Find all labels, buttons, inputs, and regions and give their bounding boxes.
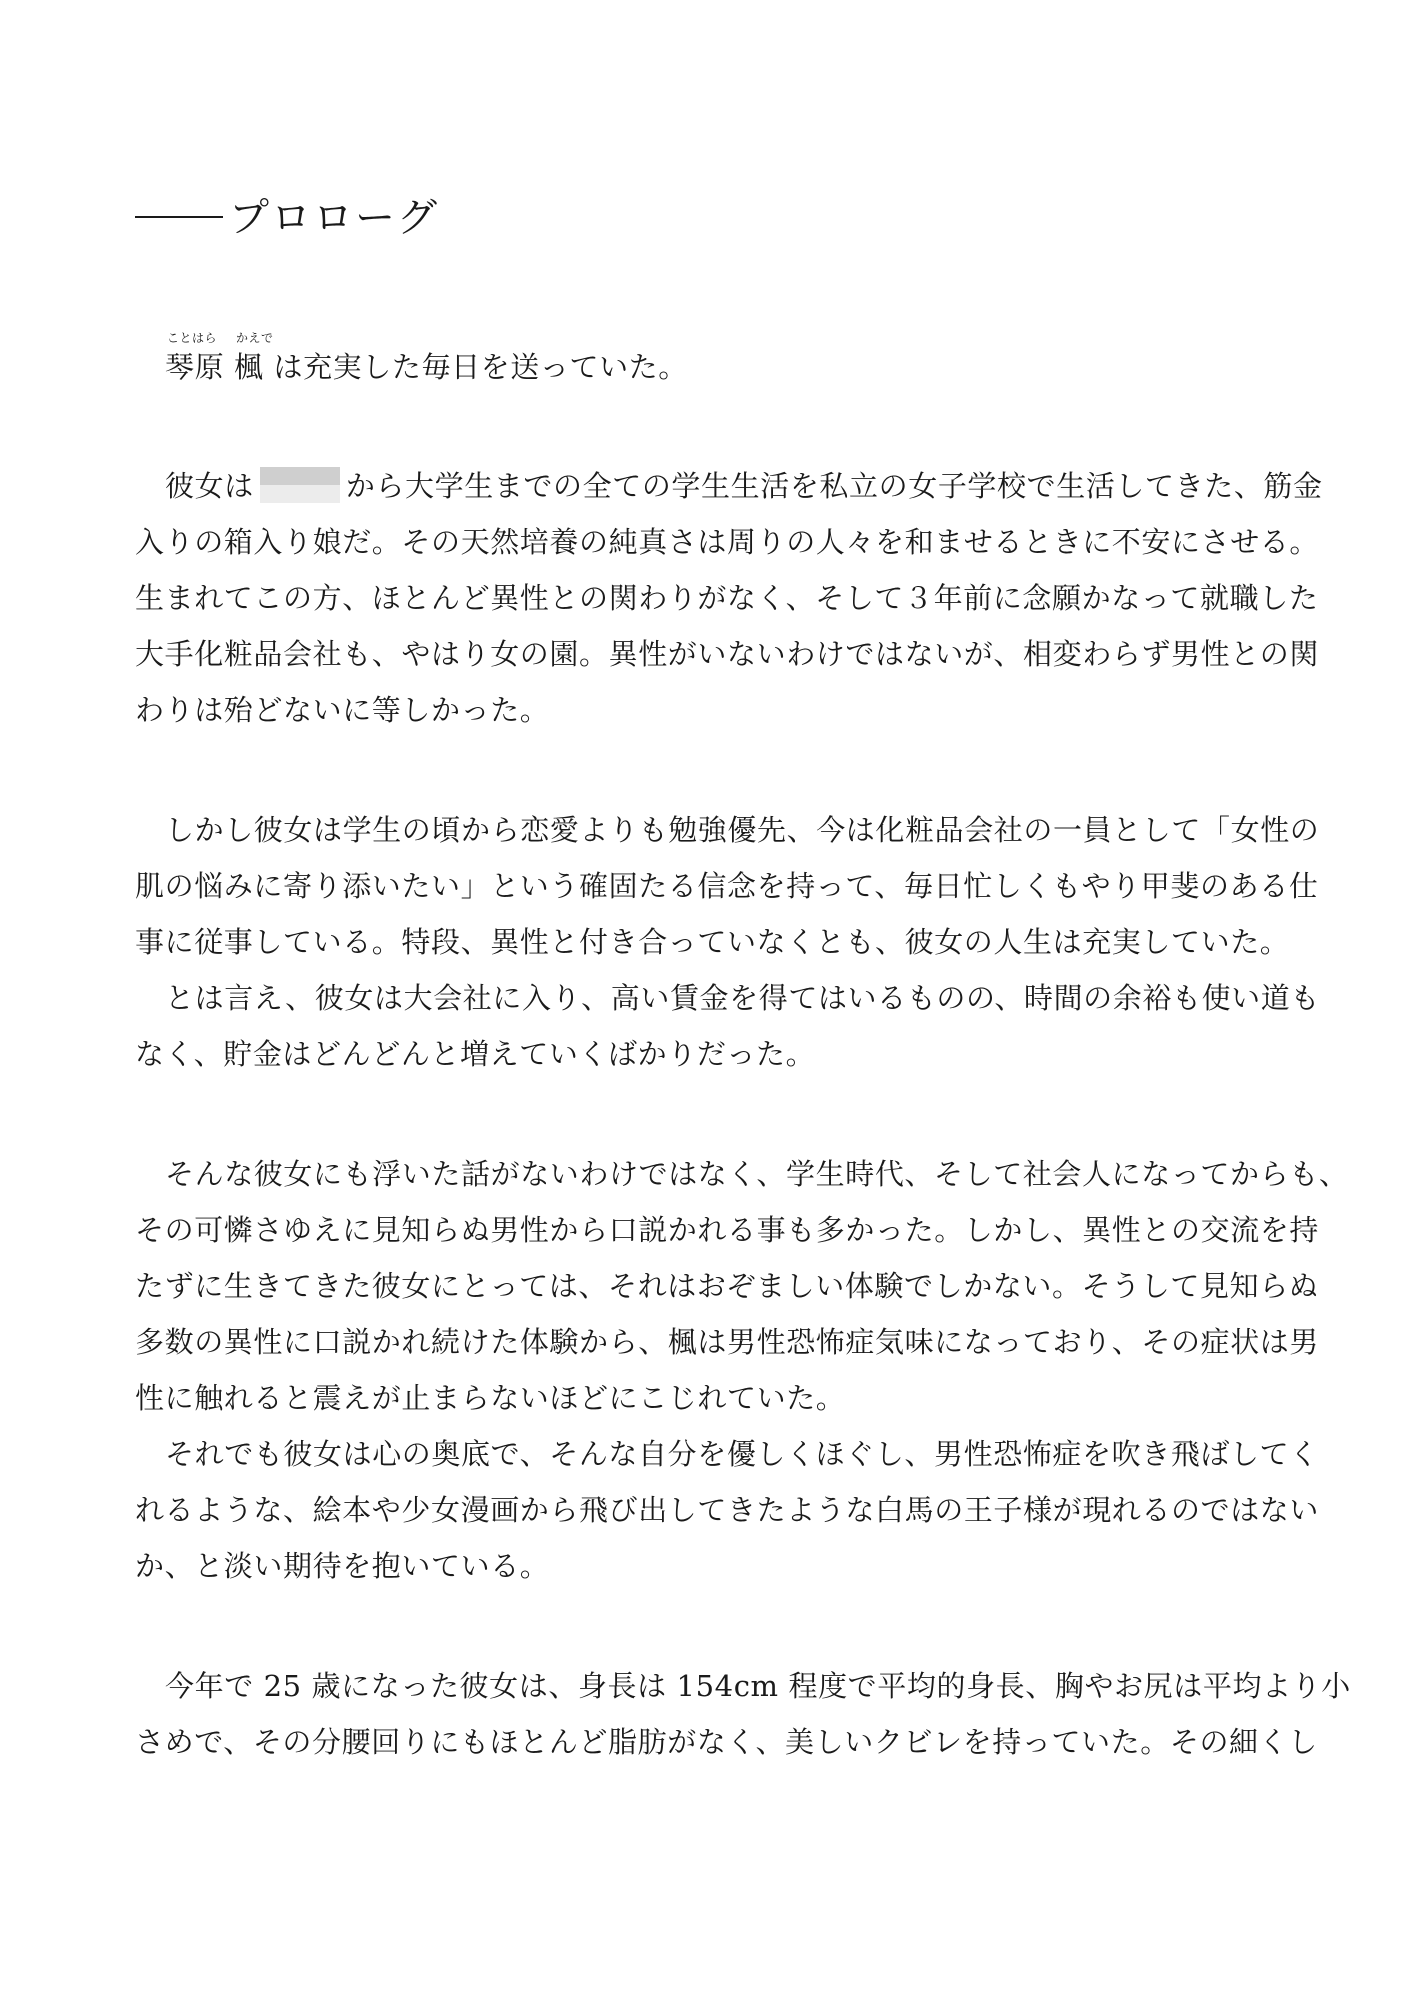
paragraph-line: か、と淡い期待を抱いている。: [135, 1549, 550, 1583]
paragraph-line: なく、貯金はどんどんと増えていくばかりだった。: [135, 1037, 816, 1071]
paragraph-line: それでも彼女は心の奥底で、そんな自分を優しくほぐし、男性恐怖症を吹き飛ばしてく: [165, 1437, 1319, 1471]
paragraph-line: 大手化粧品会社も、やはり女の園。異性がいないわけではないが、相変わらず男性との関: [135, 637, 1320, 671]
paragraph-line: しかし彼女は学生の頃から恋愛よりも勉強優先、今は化粧品会社の一員として「女性の: [165, 813, 1320, 847]
title-dash: [135, 216, 223, 218]
intro-line: ことはら 琴原 かえで 楓 は充実した毎日を送っていた。: [135, 347, 688, 387]
paragraph-line: 性に触れると震えが止まらないほどにこじれていた。: [135, 1381, 846, 1415]
paragraph-line: さめで、その分腰回りにもほとんど脂肪がなく、美しいクビレを持っていた。その細くし: [135, 1725, 1318, 1759]
paragraph-line: 生まれてこの方、ほとんど異性との関わりがなく、そして３年前に念願かなって就職した: [135, 581, 1319, 615]
redacted-blur: [260, 467, 340, 503]
paragraph-line: 事に従事している。特段、異性と付き合っていなくとも、彼女の人生は充実していた。: [135, 925, 1290, 959]
paragraph-line: わりは殆どないに等しかった。: [135, 693, 550, 727]
paragraph-line: 肌の悩みに寄り添いたい」という確固たる信念を持って、毎日忙しくもやり甲斐のある仕: [135, 869, 1319, 903]
chapter-title: [135, 190, 439, 246]
paragraph-line: とは言え、彼女は大会社に入り、高い賃金を得てはいるものの、時間の余裕も使い道も: [165, 981, 1320, 1015]
surname: ことはら 琴原: [165, 331, 225, 384]
paragraph-line: たずに生きてきた彼女にとっては、それはおぞましい体験でしかない。そうして見知らぬ: [135, 1269, 1319, 1303]
surname-ruby: ことはら: [167, 331, 218, 345]
paragraph-line: 彼女は から大学生までの全ての学生生活を私立の女子学校で生活してきた、筋金: [165, 469, 1323, 503]
paragraph-line: れるような、絵本や少女漫画から飛び出してきたような白馬の王子様が現れるのではない: [135, 1493, 1320, 1527]
paragraph-line: 入りの箱入り娘だ。その天然培養の純真さは周りの人々を和ませるときに不安にさせる。: [135, 525, 1320, 559]
paragraph-line: そんな彼女にも浮いた話がないわけではなく、学生時代、そして社会人になってからも、: [165, 1157, 1349, 1191]
title-text: プロローグ: [229, 195, 439, 241]
paragraph-line: その可憐さゆえに見知らぬ男性から口説かれる事も多かった。しかし、異性との交流を持: [135, 1213, 1320, 1247]
paragraph-line: 多数の異性に口説かれ続けた体験から、楓は男性恐怖症気味になっており、その症状は男: [135, 1325, 1320, 1359]
paragraph-line: 今年で 25 歳になった彼女は、身長は 154cm 程度で平均的身長、胸やお尻は平均より小: [165, 1669, 1351, 1703]
given-name-ruby: かえで: [236, 331, 274, 345]
given-name: かえで 楓: [234, 331, 274, 384]
